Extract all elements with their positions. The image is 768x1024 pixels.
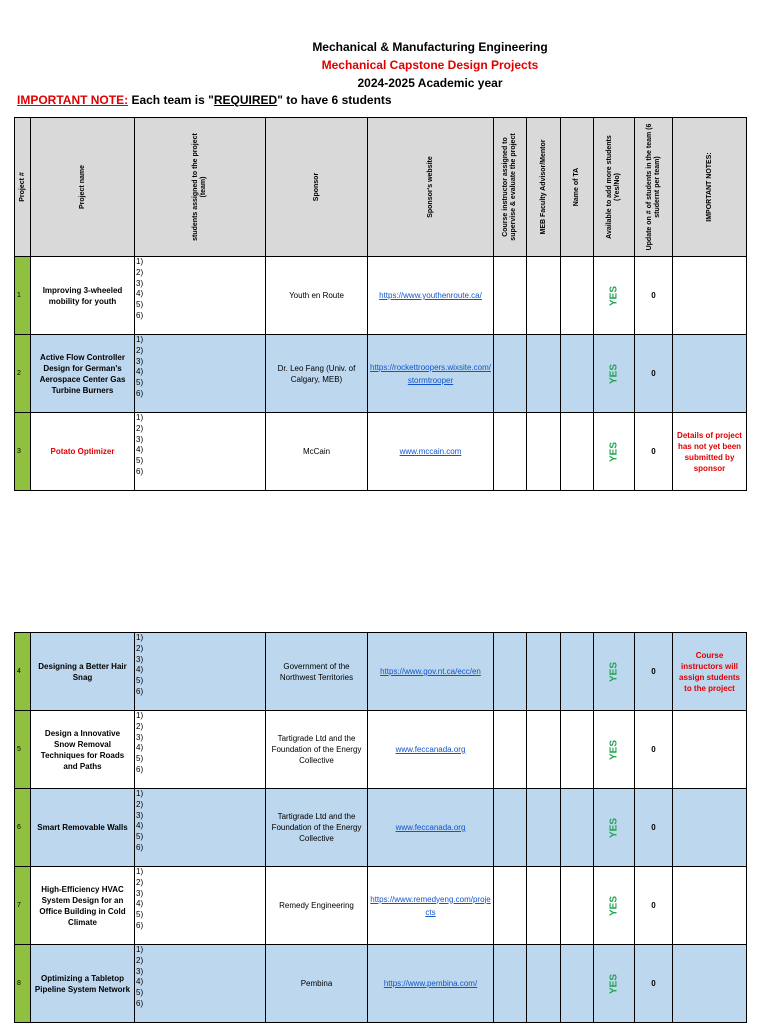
available-cell [594,945,635,1023]
col-notes: IMPORTANT NOTES: [673,118,747,257]
sponsor: Tartigrade Ltd and the Foundation of the Energy Collective [266,789,368,867]
student-count: 0 [635,945,673,1023]
project-number: 4 [15,633,31,711]
projects-table [14,117,747,491]
student-slot: 2) [136,955,144,965]
student-slot: 5) [136,456,144,466]
available-cell [594,257,635,335]
student-slot: 6) [136,998,144,1008]
project-notes: Details of project has not yet been submitted by sponsor [673,413,747,491]
instructor-cell [494,633,527,711]
website-cell [368,335,494,413]
ta-cell [561,335,594,413]
col-ta: Name of TA [561,118,594,257]
student-slot: 5) [136,676,144,686]
student-slot: 1) [136,867,144,876]
student-slot: 1) [136,413,144,422]
instructor-cell [494,867,527,945]
student-list [135,413,266,491]
student-slot: 4) [136,977,144,987]
sponsor: Tartigrade Ltd and the Foundation of the Energy Collective [266,711,368,789]
student-list [135,257,266,335]
instructor-cell [494,711,527,789]
student-slot: 2) [136,799,144,809]
sponsor: Remedy Engineering [266,867,368,945]
student-slot: 3) [136,966,144,976]
sponsor: Government of the Northwest Territories [266,633,368,711]
instructor-cell [494,789,527,867]
project-number: 3 [15,413,31,491]
col-instructor: Course instructor assigned to supervise & evaluate the project [494,118,527,257]
student-slot: 2) [136,643,144,653]
student-slot: 1) [136,945,144,954]
student-slot: 3) [136,654,144,664]
student-slot: 2) [136,423,144,433]
sponsor-website-link[interactable]: https://www.youthenroute.ca/ [379,291,482,300]
available-status: YES [608,895,620,916]
available-status: YES [608,739,620,760]
student-slot: 4) [136,289,144,299]
website-cell [368,257,494,335]
col-available: Available to add more students (Yes/No) [594,118,635,257]
student-slot: 6) [136,920,144,930]
student-slot: 1) [136,257,144,266]
student-slot: 5) [136,300,144,310]
project-notes [673,335,747,413]
important-note-text-after: " to have 6 students [277,93,392,107]
student-list [135,335,266,413]
sponsor: Youth en Route [266,257,368,335]
student-count: 0 [635,867,673,945]
website-cell [368,711,494,789]
col-sponsor: Sponsor [266,118,368,257]
student-count: 0 [635,335,673,413]
available-status: YES [608,661,620,682]
project-name: Active Flow Controller Design for German's Aerospace Center Gas Turbine Burners [31,335,135,413]
department-title: Mechanical & Manufacturing Engineering [312,40,548,54]
available-cell [594,335,635,413]
sponsor-website-link[interactable]: www.feccanada.org [395,745,466,754]
project-name: Potato Optimizer [31,413,135,491]
student-slot: 6) [136,686,144,696]
available-status: YES [608,973,620,994]
student-list [135,945,266,1023]
available-status: YES [608,817,620,838]
sponsor-website-link[interactable]: https://www.remedyeng.com/projects [370,894,491,917]
student-list [135,789,266,867]
project-name: Optimizing a Tabletop Pipeline System Network [31,945,135,1023]
student-slot: 5) [136,378,144,388]
document-title: Mechanical Capstone Design Projects [321,58,539,72]
student-slot: 6) [136,466,144,476]
sponsor-website-link[interactable]: https://rockettroopers.wixsite.com/stormtrooper [370,362,491,385]
project-number: 5 [15,711,31,789]
col-students: students assigned to the project (team) [135,118,266,257]
website-cell [368,867,494,945]
instructor-cell [494,945,527,1023]
projects-table-continued [14,632,747,1023]
advisor-cell [527,789,561,867]
student-slot: 4) [136,445,144,455]
student-slot: 6) [136,310,144,320]
website-cell [368,413,494,491]
sponsor-website-link[interactable]: www.feccanada.org [395,823,466,832]
project-name: Design a Innovative Snow Removal Techniques for Roads and Paths [31,711,135,789]
project-notes [673,257,747,335]
project-name: High-Efficiency HVAC System Design for an Office Building in Cold Climate [31,867,135,945]
advisor-cell [527,335,561,413]
project-number: 6 [15,789,31,867]
project-number: 7 [15,867,31,945]
student-slot: 5) [136,754,144,764]
col-advisor: MEB Faculty Advisor/Mentor [527,118,561,257]
student-slot: 5) [136,910,144,920]
project-name: Improving 3-wheeled mobility for youth [31,257,135,335]
student-slot: 6) [136,842,144,852]
project-notes [673,867,747,945]
student-slot: 3) [136,732,144,742]
available-cell [594,413,635,491]
available-cell [594,711,635,789]
project-row [15,867,747,945]
academic-year: 2024-2025 Academic year [357,76,503,90]
student-slot: 1) [136,711,144,720]
student-slot: 3) [136,434,144,444]
project-number: 2 [15,335,31,413]
student-slot: 2) [136,345,144,355]
student-slot: 6) [136,764,144,774]
instructor-cell [494,335,527,413]
important-note-required: REQUIRED [213,93,278,107]
project-notes: Course instructors will assign students to the project [673,633,747,711]
ta-cell [561,257,594,335]
advisor-cell [527,413,561,491]
sponsor-website-link[interactable]: https://www.pembina.com/ [383,979,478,988]
sponsor-website-link[interactable]: https://www.gov.nt.ca/ecc/en [380,667,481,676]
advisor-cell [527,257,561,335]
sponsor: McCain [266,413,368,491]
project-number: 1 [15,257,31,335]
ta-cell [561,867,594,945]
project-row [15,633,747,711]
student-list [135,867,266,945]
ta-cell [561,413,594,491]
student-slot: 4) [136,665,144,675]
ta-cell [561,633,594,711]
ta-cell [561,945,594,1023]
student-slot: 3) [136,810,144,820]
student-slot: 3) [136,278,144,288]
available-status: YES [608,363,620,384]
student-slot: 4) [136,367,144,377]
website-cell [368,945,494,1023]
project-row [15,789,747,867]
ta-cell [561,789,594,867]
project-row [15,335,747,413]
project-row [15,945,747,1023]
instructor-cell [494,257,527,335]
student-count: 0 [635,789,673,867]
important-note [17,92,392,108]
student-list [135,633,266,711]
col-project-number: Project # [15,118,31,257]
project-number: 8 [15,945,31,1023]
student-slot: 5) [136,832,144,842]
student-list [135,711,266,789]
project-notes [673,945,747,1023]
instructor-cell [494,413,527,491]
col-project-name: Project name [31,118,135,257]
advisor-cell [527,867,561,945]
important-note-label: IMPORTANT NOTE: [17,93,129,107]
project-name: Designing a Better Hair Snag [31,633,135,711]
important-note-text-before: Each team is " [128,93,214,107]
student-count: 0 [635,257,673,335]
student-slot: 5) [136,988,144,998]
student-slot: 1) [136,789,144,798]
advisor-cell [527,945,561,1023]
student-count: 0 [635,711,673,789]
student-slot: 3) [136,888,144,898]
project-row [15,257,747,335]
project-notes [673,711,747,789]
student-slot: 2) [136,877,144,887]
advisor-cell [527,633,561,711]
student-slot: 3) [136,356,144,366]
available-cell [594,633,635,711]
website-cell [368,633,494,711]
sponsor: Dr. Leo Fang (Univ. of Calgary, MEB) [266,335,368,413]
sponsor: Pembina [266,945,368,1023]
header-row [15,118,747,257]
available-status: YES [608,441,620,462]
available-cell [594,867,635,945]
website-cell [368,789,494,867]
student-slot: 1) [136,633,144,642]
student-slot: 2) [136,267,144,277]
project-name: Smart Removable Walls [31,789,135,867]
advisor-cell [527,711,561,789]
available-status: YES [608,285,620,306]
ta-cell [561,711,594,789]
student-slot: 4) [136,899,144,909]
available-cell [594,789,635,867]
col-website: Sponsor's website [368,118,494,257]
student-slot: 4) [136,821,144,831]
student-count: 0 [635,413,673,491]
student-slot: 6) [136,388,144,398]
project-row [15,711,747,789]
sponsor-website-link[interactable]: www.mccain.com [399,447,462,456]
student-slot: 2) [136,721,144,731]
student-slot: 1) [136,335,144,344]
student-count: 0 [635,633,673,711]
student-slot: 4) [136,743,144,753]
col-update-count: Update on # of students in the team (6 studernt per team) [635,118,673,257]
project-notes [673,789,747,867]
project-row [15,413,747,491]
